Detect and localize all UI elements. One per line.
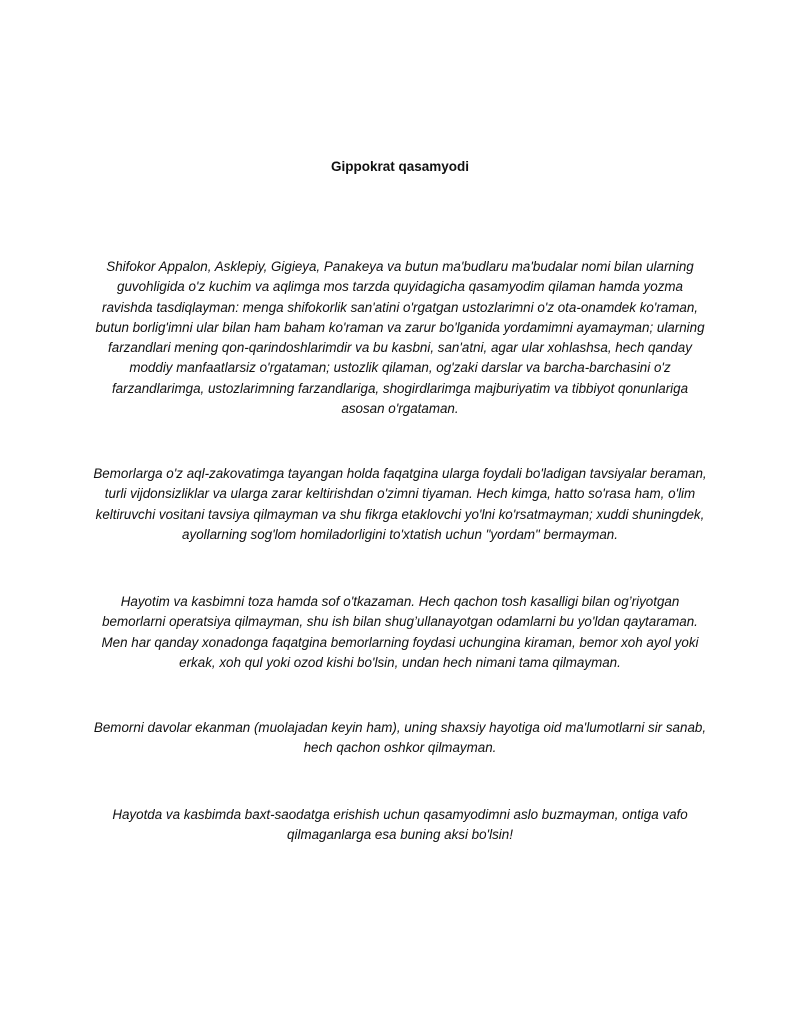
paragraph-life-profession: Hayotim va kasbimni toza hamda sof o'tkazaman. Hech qachon tosh kasalligi bilan og’riyotgan bemorlarni operatsiya qilmayman, shu ish bilan shug’ullanayotgan odamlarni bu yo'ldan qaytaraman. Men har qanday xonadonga faqatgina bemorlarning foydasi uchungina kiraman, bemor xoh ayol yoki erkak, xoh qul yoki ozod kishi bo'lsin, undan hech nimani tama qilmayman. (101, 594, 699, 670)
paragraph-intro: Shifokor Appalon, Asklepiy, Gigieya, Panakeya va butun ma'budlaru ma'budalar nomi bilan ularning guvohligida o'z kuchim va aqlimga mos tarzda quyidagicha qasamyodim qilaman hamda yozma ravishda tasdiqlayman: menga shifokorlik san'atini o'rgatgan ustozlarimni o'z ota-onamdek ko'raman, butun borlig'imni ular bilan ham baham ko'raman va zarur bo'lganida yordamimni ayamayman; ularning farzandlari mening qon-qarindoshlarimdir va bu kasbni, san'atni, agar ular xohlashsa, hech qanday moddiy manfaatlarsiz o'rgataman; ustozlik qilaman, og'zaki darslar va barcha-barchasini o'z farzandlarimga, ustozlarimning farzandlariga, shogirdlarimga majburiyatim va tibbiyot qonunlariga asosan o'rgataman. (95, 259, 705, 417)
paragraph-confidentiality: Bemorni davolar ekanman (muolajadan keyin ham), uning shaxsiy hayotiga oid ma'lumotlarni sir sanab, hech qachon oshkor qilmayman. (93, 720, 707, 756)
document-title: Gippokrat qasamyodi (330, 159, 470, 174)
paragraph-closing: Hayotda va kasbimda baxt-saodatga erishish uchun qasamyodimni aslo buzmayman, ontiga vafo qilmaganlarga esa buning aksi bo'lsin! (112, 807, 688, 843)
paragraph-patients: Bemorlarga o'z aql-zakovatimga tayangan holda faqatgina ularga foydali bo'ladigan tavsiyalar beraman, turli vijdonsizliklar va ularga zarar keltirishdan o'zimni tiyaman. Hech kimga, hatto so'rasa ham, o'lim keltiruvchi vositani tavsiya qilmayman va shu fikrga etaklovchi yo'lni ko'rsatmayman; xuddi shuningdek, ayollarning sog'lom homiladorligini to'xtatish uchun "yordam" bermayman. (93, 466, 707, 542)
